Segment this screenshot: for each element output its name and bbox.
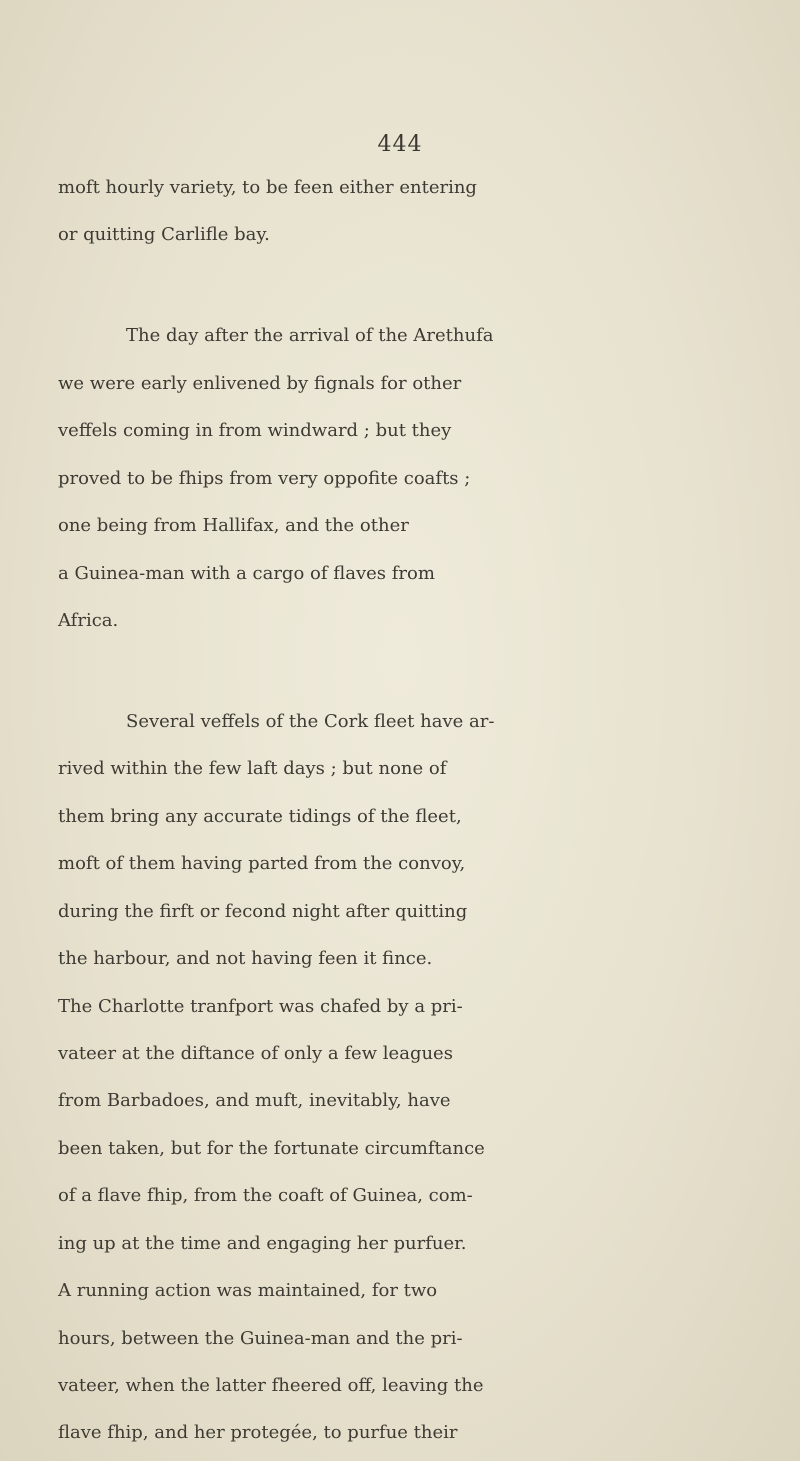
text-line: A running action was maintained, for two: [58, 1280, 438, 1302]
text-line: moft of them having parted from the convoy,: [58, 853, 466, 875]
text-line: or quitting Carlifle bay.: [58, 224, 270, 246]
text-line: rived within the few laft days ; but none of: [58, 758, 447, 780]
text-line: ing up at the time and engaging her purfuer.: [58, 1232, 467, 1254]
text-line: Africa.: [58, 609, 119, 631]
text-line: one being from Hallifax, and the other: [58, 515, 409, 537]
text-line: hours, between the Guinea-man and the pri-: [58, 1327, 463, 1349]
text-line: during the firft or fecond night after quitting: [58, 900, 468, 922]
text-line: vateer at the diftance of only a few leagues: [58, 1042, 453, 1064]
text-line: The Charlotte tranfport was chafed by a pri-: [58, 995, 463, 1017]
text-line: veffels coming in from windward ; but they: [58, 420, 452, 442]
text-line: the harbour, and not having feen it fince.: [58, 948, 433, 970]
text-line: moft hourly variety, to be feen either entering: [58, 177, 477, 198]
paragraph-first-line: The day after the arrival of the Arethufa: [126, 325, 494, 347]
text-line: flave fhip, and her protegée, to purfue their: [58, 1422, 458, 1444]
text-line: a Guinea-man with a cargo of flaves from: [58, 562, 435, 584]
text-line: of a flave fhip, from the coaft of Guinea, com-: [58, 1185, 473, 1207]
page-number: 444: [377, 132, 423, 157]
text-line: proved to be fhips from very oppofite coafts ;: [58, 467, 471, 489]
text-line: from Barbadoes, and muft, inevitably, have: [58, 1090, 451, 1112]
text-line: them bring any accurate tidings of the fleet,: [58, 805, 462, 827]
paragraph-first-line: Several veffels of the Cork fleet have ar-: [126, 710, 495, 732]
text-line: we were early enlivened by fignals for other: [58, 372, 462, 394]
text-line: been taken, but for the fortunate circumftance: [58, 1137, 485, 1159]
text-line: vateer, when the latter fheered off, leaving the: [58, 1375, 484, 1397]
